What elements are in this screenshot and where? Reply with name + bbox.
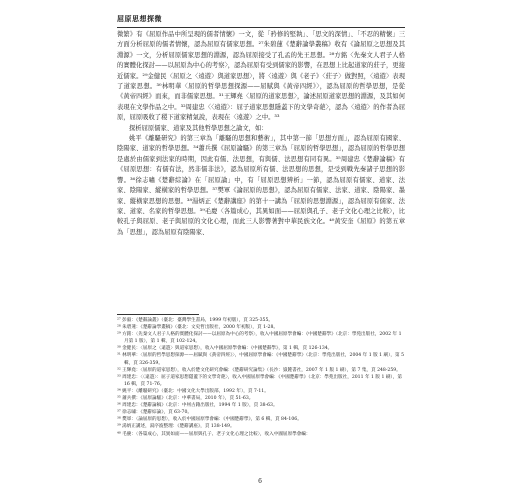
footnote: ³¹ 林明華：〈屈原的哲學思想探源——屈賦與《黃帝四經》〉，中國屈原學會編：《中國楚辭學》（北京：學苑出版社，2004 年 1 版 1 刷），第 5 輯，頁 326-359。 (117, 353, 405, 366)
footnote: ²⁷ 彭毅：《楚辭論叢》（臺北：臺灣學生書局，1999 年初版），頁 325-355。 (117, 318, 273, 323)
footnote: ³⁴ 姚平：《離騷研究》（臺北：中國文化大學出版部，1992 年），頁 7-11。 (117, 388, 269, 394)
footnote: ³² 王輝堯：〈屈原的道家思想〉，收入於楚文化研究會編：《楚辭研究論集》（長沙：嶽麓書社，2007 年 1 版 1 刷），第 7 集，頁 248-259。 (117, 367, 401, 373)
body-paragraph: 微繁》有《屈原作品中所呈現的儒者情懷》一文，從「矜修的堅執」、「思文的深情」、「不忍的精懷」三方面分析屈原的儒者情懷，認為屈原有儒家思想。²⁷朱碧蓮《楚辭論學叢稿》收有《論屈原之思想及其淵源》一文，分析屈原儒家思想的淵源，認為屈原接受了孔孟的先王思想。²⁸方銘〈先秦文人君子人格的實體化探討——以屈原為中心的考察〉，認為屈原有受到儒家的影響，在思想上比起道家的莊子，更接近儒家。²⁹金健民〈屈原之〈遠遊〉與道家思想〉，將〈遠遊〉與《老子》〈莊子〉做對照，〈遠遊〉表現了道家思想。³⁰林明華〈屈原的哲學思想探源——屈賦與《黃帝四經》〉，認為屈原的哲學思想，是從《黃帝四經》而來，而非儒家思想。³¹王輝堯〈屈原的道家思想〉，論述屈原道家思想的淵源，及其如何表現在文學作品之中。³²周建忠〈〈遠遊〉：屈子道家思想隱蓋下的文學奇葩〉，認為〈遠遊〉的作者為屈原，屈原吸收了稷下道家精氣說，表現在〈遠遊〉之中。³³ (117, 31, 405, 122)
page-number: 6 (258, 478, 262, 485)
footnotes (117, 317, 405, 438)
main-body (117, 30, 405, 238)
running-header: 屈原思想探微 (117, 14, 162, 23)
body-paragraph: 姚平《離騷研究》的第三章為「離騷的思想和藝術」，其中第一節「思想方面」，認為屈原有國家、陰陽家、道家的哲學思想。³⁴蕭兵撰《屈原論騷》的第三章為「屈原的哲學思想」，認為屈原的哲學思想是處於由儒家到法家的時期，因此有儒、法思想，有與儒、法思想有同有異。³⁵周建忠《楚辭論稿》有《屈原思想：有儒有法，然非儒非法》，認為屈原所有儒、法思想的思想，是受到戰先秦諸子思想的影響。³⁶徐志嘯《楚辭綜論》在「屈原論」中，有「屈原思想辨析」一節，認為屈原有儒家、道家、法家、陰陽家、縱橫家的哲學思想。³⁷樊軍《論屈原的思想》，認為屈原有儒家、法家、道家、陰陽家、墨家、縱橫家思想的思想。³⁸湯炳正《楚辭講座》的第十一講為「屈原的思想淵源」，認為屈原有儒家、法家、道家、名家的哲學思想。³⁹毛慶〈各篇成心，其異如面——屈原與孔子、老子文化心理之比較〉，比較孔子與屈原、老子與屈原的文化心理，而此三人影響著對中華民族文化。⁴⁰黃安奎《屈原》的第五章為「思想」，認為屈原有陰陽家、 (117, 135, 405, 236)
footnote: ²⁸ 朱碧蓮：《楚辭論學叢稿》（臺北：文史哲出版社，2000 年初版），頁 1-28。 (117, 325, 278, 331)
footnote: ³⁸ 樊軍：〈論屈原的思想〉，收入於中國屈原學會編：《中國楚辭學》，第 6 輯，頁 84-106。 (117, 417, 302, 423)
footnote: ³⁰ 金健民：〈屈原之〈遠遊〉與道家思想〉，收入中國屈原學會編：《中國楚辭學》，第 1 輯，頁 126-134。 (117, 346, 333, 352)
footnote: ³⁷ 徐志嘯：《楚辭綜論》，頁 63-70。 (117, 410, 192, 416)
body-paragraph: 探析屈原儒家、道家及其他哲學思想之論文，如： (129, 124, 268, 132)
footnote: ²⁹ 方銘：〈先秦文人君子人格的實體化探討——以屈原為中心的考察〉，收入中國屈原學會編：《中國楚辭學》（北京：學苑出版社，2002 年 1 月第 1 版），第 1 輯，頁 102-124。 (117, 332, 402, 345)
footnote: ³⁹ 湯炳正講述，湯序波整理：《楚辭講座》，頁 138-149。 (117, 424, 235, 430)
footnote: ³³ 周建忠：〈〈遠遊〉：屈子道家思想隱蓋下的文學奇葩〉，收入中國屈原學會編：《中國楚辭學》（北京：學苑出版社，2011 年 1 版 1 刷），第 16 輯，頁 71-76。 (117, 374, 402, 387)
footnote: ³⁵ 蕭兵撰：《屈原論騷》（北京：中華書局，2010 年），頁 51-63。 (117, 396, 254, 402)
footnote-divider (117, 314, 199, 315)
header-divider (117, 27, 405, 28)
footnote: ³⁶ 周建忠：《楚辭論稿》（北京：中州古籍出版社，1994 年 1 版），頁 38-63。 (117, 403, 278, 409)
footnote: ⁴⁰ 毛慶：〈各篇成心，其異如面——屈原與孔子、老子文化心理之比較〉，收入中國屈原學會編： (117, 431, 311, 437)
